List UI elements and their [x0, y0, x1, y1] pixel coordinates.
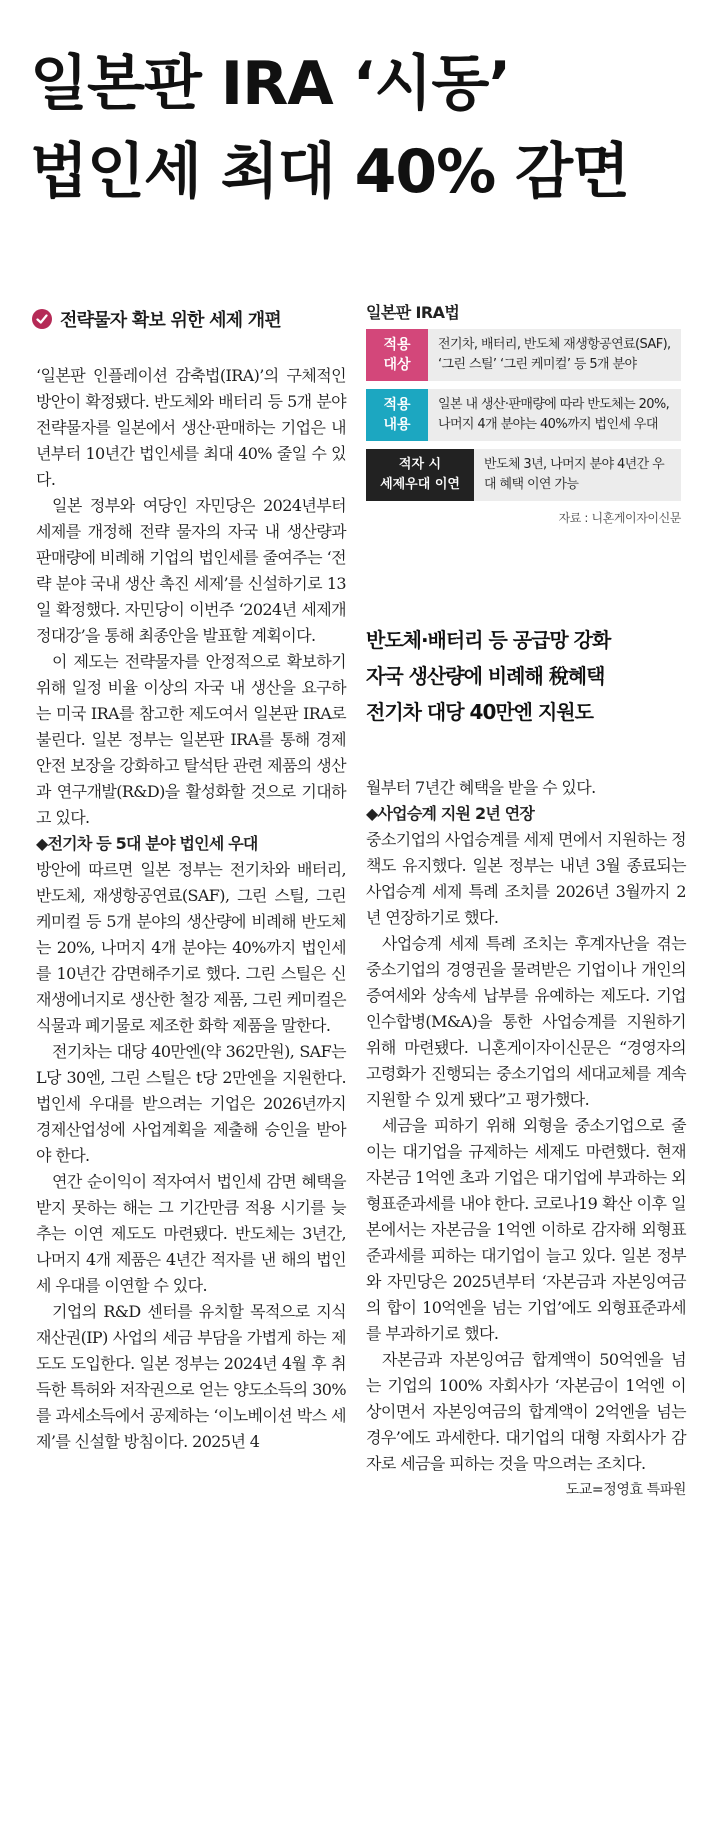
- ira-desc-target: 전기차, 배터리, 반도체 재생항공연료(SAF), ‘그린 스틸’ ‘그린 케미컬’ 등 5개 분야: [428, 329, 681, 381]
- body-paragraph: 연간 순이익이 적자여서 법인세 감면 혜택을 받지 못하는 해는 그 기간만큼 적용 시기를 늦추는 이연 제도도 마련됐다. 반도체는 3년간, 나머지 4개 제품은 4년간 적자를 낸 해의 법인세 우대를 이연할 수 있다.: [36, 1172, 346, 1295]
- ira-row-content: [366, 389, 681, 441]
- ira-source: 자료 : 니혼게이자이신문: [558, 511, 681, 525]
- headline: [30, 40, 629, 216]
- check-icon: [32, 309, 52, 329]
- headline-line-1: 일본판 IRA ‘시동’: [30, 49, 511, 119]
- deck-line-1: 반도체·배터리 등 공급망 강화: [366, 628, 611, 652]
- deck-subheadline: [366, 622, 686, 730]
- section-title-text: 전략물자 확보 위한 세제 개편: [60, 310, 281, 331]
- subheading: ◆사업승계 지원 2년 연장: [366, 804, 535, 823]
- body-paragraph: 사업승계 세제 특례 조치는 후계자난을 겪는 중소기업의 경영권을 물려받은 기업이나 개인의 증여세와 상속세 납부를 유예하는 제도다. 기업 인수합병(M&A)을 통한 사업승계를 지원하기 위해 마련됐다. 니혼게이자이신문은 “경영자의 고령화가 진행되는 중소기업의 세대교체를 계속 지원할 수 있게 됐다”고 평가했다.: [366, 934, 686, 1109]
- section-title: [32, 306, 352, 332]
- article-column-right: [366, 775, 686, 1503]
- body-paragraph: 전기차는 대당 40만엔(약 362만원), SAF는 L당 30엔, 그린 스틸은 t당 2만엔을 지원한다. 법인세 우대를 받으려는 기업은 2026년까지 경제산업성에 사업계획을 제출해 승인을 받아야 한다.: [36, 1042, 346, 1165]
- ira-row-deferral: [366, 449, 681, 501]
- body-paragraph: 일본 정부와 여당인 자민당은 2024년부터 세제를 개정해 전략 물자의 자국 내 생산량과 판매량에 비례해 기업의 법인세를 줄여주는 ‘전략 분야 국내 생산 촉진 세제’를 신설하기로 13일 확정했다. 자민당이 이번주 ‘2024년 세제개정대강’을 통해 최종안을 발표할 계획이다.: [36, 496, 346, 645]
- ira-row-target: [366, 329, 681, 381]
- ira-tag-content: 적용 내용: [366, 389, 428, 441]
- body-paragraph: 월부터 7년간 혜택을 받을 수 있다.: [366, 778, 596, 797]
- byline: 도교=정영효 특파원: [565, 1482, 686, 1498]
- ira-box-title: 일본판 IRA법: [366, 303, 460, 322]
- ira-desc-deferral: 반도체 3년, 나머지 분야 4년간 우대 혜택 이연 가능: [474, 449, 681, 501]
- article-column-left: [36, 363, 346, 1455]
- deck-line-2: 자국 생산량에 비례해 稅혜택: [366, 664, 605, 688]
- ira-summary-box: [366, 300, 681, 526]
- body-paragraph: 기업의 R&D 센터를 유치할 목적으로 지식재산권(IP) 사업의 세금 부담을 가볍게 하는 제도도 도입한다. 일본 정부는 2024년 4월 후 취득한 특허와 저작권으로 얻는 양도소득의 30%를 과세소득에서 공제하는 ‘이노베이션 박스 세제’를 신설할 방침이다. 2025년 4: [36, 1302, 346, 1451]
- subheading: ◆전기차 등 5대 분야 법인세 우대: [36, 834, 258, 853]
- ira-desc-content: 일본 내 생산·판매량에 따라 반도체는 20%, 나머지 4개 분야는 40%까지 법인세 우대: [428, 389, 681, 441]
- body-paragraph: 중소기업의 사업승계를 세제 면에서 지원하는 정책도 유지했다. 일본 정부는 내년 3월 종료되는 사업승계 세제 특례 조치를 2026년 3월까지 2년 연장하기로 했다.: [366, 830, 686, 927]
- body-paragraph: 방안에 따르면 일본 정부는 전기차와 배터리, 반도체, 재생항공연료(SAF), 그린 스틸, 그린 케미컬 등 5개 분야의 생산량에 비례해 반도체는 20%, 나머지 4개 분야는 40%까지 법인세를 10년간 감면해주기로 했다. 그린 스틸은 신재생에너지로 생산한 철강 제품, 그린 케미컬은 식물과 폐기물로 제조한 화학 제품을 말한다.: [36, 860, 346, 1035]
- body-paragraph: ‘일본판 인플레이션 감축법(IRA)’의 구체적인 방안이 확정됐다. 반도체와 배터리 등 5개 분야 전략물자를 일본에서 생산·판매하는 기업은 내년부터 10년간 법인세를 최대 40% 줄일 수 있다.: [36, 366, 346, 489]
- body-paragraph: 세금을 피하기 위해 외형을 중소기업으로 줄이는 대기업을 규제하는 세제도 마련했다. 현재 자본금 1억엔 초과 기업은 대기업에 부과하는 외형표준과세를 내야 한다. 코로나19 확산 이후 일본에서는 자본금을 1억엔 이하로 감자해 외형표준과세를 피하는 대기업이 늘고 있다. 일본 정부와 자민당은 2025년부터 ‘자본금과 자본잉여금의 합이 10억엔을 넘는 기업’에도 외형표준과세를 부과하기로 했다.: [366, 1116, 686, 1343]
- deck-line-3: 전기차 대당 40만엔 지원도: [366, 700, 593, 724]
- body-paragraph: 자본금과 자본잉여금 합계액이 50억엔을 넘는 기업의 100% 자회사가 ‘자본금이 1억엔 이상이면서 자본잉여금의 합계액이 2억엔을 넘는 경우’에도 과세한다. 대기업의 대형 자회사가 감자로 세금을 피하는 것을 막으려는 조치다.: [366, 1350, 686, 1473]
- headline-line-2: 법인세 최대 40% 감면: [30, 137, 629, 207]
- ira-tag-target: 적용 대상: [366, 329, 428, 381]
- ira-tag-deferral: 적자 시 세제우대 이연: [366, 449, 474, 501]
- body-paragraph: 이 제도는 전략물자를 안정적으로 확보하기 위해 일정 비율 이상의 자국 내 생산을 요구하는 미국 IRA를 참고한 제도여서 일본판 IRA로 불린다. 일본 정부는 일본판 IRA를 통해 경제 안전 보장을 강화하고 탈석탄 관련 제품의 생산과 연구개발(R&D)을 활성화할 것으로 기대하고 있다.: [36, 652, 346, 827]
